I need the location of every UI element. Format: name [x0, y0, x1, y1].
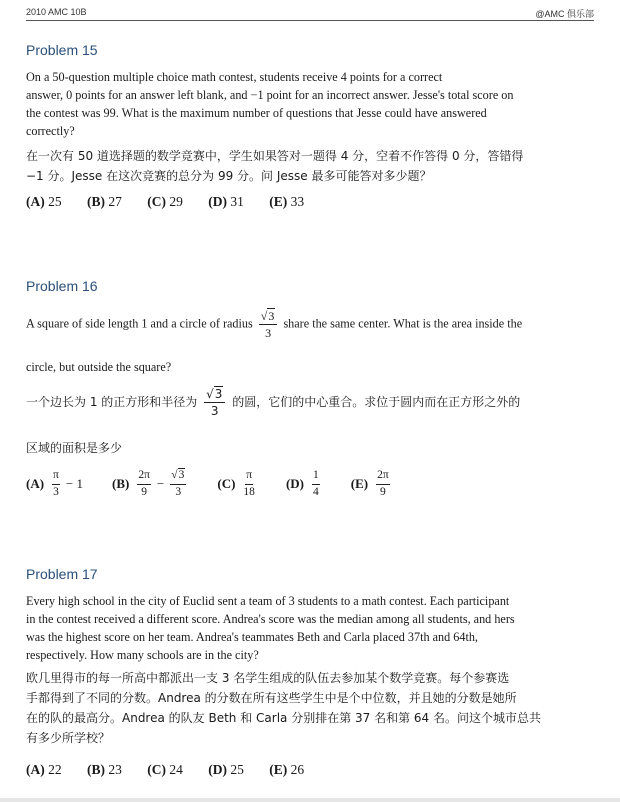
problem-15-choices	[26, 194, 596, 210]
p15-en-line: On a 50-question multiple choice math contest, students receive 4 points for a correct	[26, 70, 443, 84]
choice-c[interactable]: (C) $\frac{\pi}{18}$	[217, 469, 255, 498]
header-club: @AMC 俱乐部	[535, 9, 594, 19]
p16-en-line2: circle, but outside the square?	[26, 360, 172, 374]
page-bottom-edge	[0, 798, 620, 802]
radius-fraction: $\frac{√3}{3}$	[259, 310, 278, 339]
p15-zh-line: −1 分。Jesse 在这次竞赛的总分为 99 分。问 Jesse 最多可能答对多少题？	[26, 169, 432, 183]
problem-17-text-en	[26, 592, 596, 664]
p16-zh-line2: 区域的面积是多少	[26, 441, 123, 455]
p17-zh-line: 有多少所学校？	[26, 731, 111, 745]
p17-en-line: Every high school in the city of Euclid sent a team of 3 students to a math contest. Each participant	[26, 594, 510, 608]
header-contest: 2010 AMC 10B	[26, 7, 87, 17]
choice-e[interactable]: (E) 33	[269, 194, 305, 209]
choice-b[interactable]: (B) $\frac{2\pi}{9}$ − $\frac{√3}{3}$	[112, 469, 185, 498]
p15-en-line: correctly?	[26, 124, 75, 138]
problem-15-text-en	[26, 68, 596, 140]
p16-zh-pre: 一个边长为 1 的正方形和半径为	[26, 395, 198, 409]
problem-17-title: Problem 17	[26, 566, 98, 582]
choice-a[interactable]: (A) 25	[26, 194, 62, 209]
choice-d[interactable]: (D) $\frac{1}{4}$	[285, 469, 319, 498]
p15-en-line: the contest was 99. What is the maximum number of questions that Jesse could have answered	[26, 106, 487, 120]
choice-d[interactable]: (D) 31	[208, 194, 244, 209]
problem-15-title: Problem 15	[26, 42, 98, 58]
choice-c[interactable]: (C) 24	[147, 762, 183, 777]
p16-zh-post: 的圆，它们的中心重合。求位于圆内而在正方形之外的	[232, 395, 521, 409]
problem-15-text-zh	[26, 146, 596, 186]
choice-e[interactable]: (E) $\frac{2\pi}{9}$	[350, 469, 389, 498]
p15-zh-line: 在一次有 50 道选择题的数学竞赛中，学生如果答对一题得 4 分，空着不作答得 0 分，答错得	[26, 149, 524, 163]
choice-a[interactable]: (A) $\frac{\pi}{3}$ − 1	[26, 469, 83, 498]
p17-en-line: respectively. How many schools are in the city?	[26, 648, 259, 662]
p17-zh-line: 在的队的最高分。Andrea 的队友 Beth 和 Carla 分别排在第 37 名和第 64 名。问这个城市总共	[26, 711, 541, 725]
p16-en-pre: A square of side length 1 and a circle of radius	[26, 316, 253, 331]
choice-a[interactable]: (A) 22	[26, 762, 62, 777]
choice-c[interactable]: (C) 29	[147, 194, 183, 209]
problem-17-text-zh	[26, 668, 596, 748]
p15-en-line: answer, 0 points for an answer left blank, and −1 point for an incorrect answer. Jesse's total score on	[26, 88, 514, 102]
problem-16-text-zh	[26, 388, 606, 417]
p17-zh-line: 欧几里得市的每一所高中都派出一支 3 名学生组成的队伍去参加某个数学竞赛。每个参赛选	[26, 671, 510, 685]
p16-en-post: share the same center. What is the area inside the	[283, 316, 523, 331]
choice-b[interactable]: (B) 27	[87, 194, 122, 209]
choice-d[interactable]: (D) 25	[208, 762, 244, 777]
choice-e[interactable]: (E) 26	[269, 762, 305, 777]
p17-zh-line: 手都得到了不同的分数。Andrea 的分数在所有这些学生中是个中位数，并且她的分数是她所	[26, 691, 517, 705]
p17-en-line: was the highest score on her team. Andrea's teammates Beth and Carla placed 37th and 64th,	[26, 630, 478, 644]
problem-16-text-en	[26, 310, 606, 339]
problem-16-choices	[26, 470, 606, 498]
problem-17-choices	[26, 762, 596, 778]
page-header	[26, 6, 594, 21]
radius-fraction-zh: $\frac{√3}{3}$	[204, 388, 225, 417]
choice-b[interactable]: (B) 23	[87, 762, 122, 777]
p17-en-line: in the contest received a different score. Andrea's score was the median among all students, and hers	[26, 612, 515, 626]
problem-16-title: Problem 16	[26, 278, 98, 294]
